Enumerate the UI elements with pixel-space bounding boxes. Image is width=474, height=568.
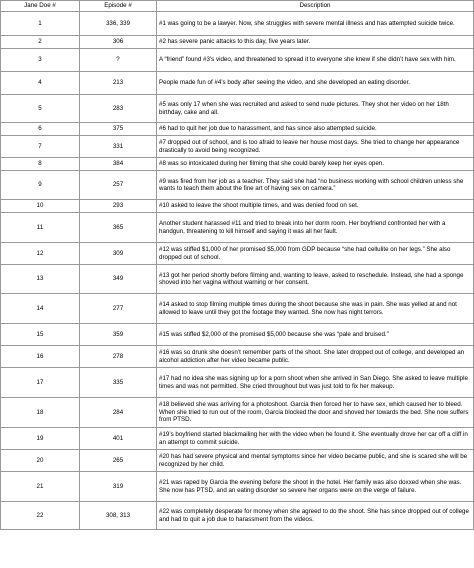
header-description: Description (157, 1, 474, 12)
jane-doe-cell: 11 (1, 213, 80, 243)
description-cell: #5 was only 17 when she was recruited and asked to send nude pictures. They shot her video on her 18th birthday, cake and all. (157, 95, 474, 123)
jane-doe-cell: 19 (1, 428, 80, 450)
jane-doe-cell: 8 (1, 158, 80, 171)
jane-doe-cell: 6 (1, 123, 80, 136)
table-row (1, 136, 474, 158)
table-row (1, 12, 474, 36)
episode-cell: 278 (80, 346, 157, 368)
table-row (1, 398, 474, 428)
header-jane-doe: Jane Doe # (1, 1, 80, 12)
episode-cell: 308, 313 (80, 502, 157, 530)
episode-cell: 277 (80, 294, 157, 324)
description-cell: #1 was going to be a lawyer. Now, she struggles with severe mental illness and has attempted suicide twice. (157, 12, 474, 36)
table-row (1, 95, 474, 123)
jane-doe-cell: 20 (1, 450, 80, 472)
table-row (1, 123, 474, 136)
table-body (1, 12, 474, 530)
episode-cell: 359 (80, 324, 157, 346)
description-cell: #12 was stiffed $1,000 of her promised $5,000 from GDP because “she had cellulite on her legs.” She also dropped out of school. (157, 243, 474, 265)
episode-cell: 335 (80, 368, 157, 398)
episode-cell: 293 (80, 200, 157, 213)
jane-doe-cell: 3 (1, 49, 80, 72)
table-row (1, 502, 474, 530)
description-cell: #6 had to quit her job due to harassment, and has since also attempted suicide. (157, 123, 474, 136)
description-cell: #18 believed she was arriving for a photoshoot. Garcia then forced her to have sex, which caused her to bleed. When she tried to run out of the room, Garcia blocked the door and shoved her towards the bed. She now suffers from PTSD. (157, 398, 474, 428)
jane-doe-cell: 4 (1, 72, 80, 95)
table-row (1, 158, 474, 171)
description-cell: #22 was completely desperate for money when she agreed to do the shoot. She has since dropped out of college and had to quit a job due to harassment from the videos. (157, 502, 474, 530)
episode-cell: 319 (80, 472, 157, 502)
jane-doe-cell: 13 (1, 265, 80, 294)
description-cell: #20 has had severe physical and mental symptoms since her video became public, and she is scared she will be recognized by her child. (157, 450, 474, 472)
table-row (1, 171, 474, 200)
jane-doe-cell: 7 (1, 136, 80, 158)
jane-doe-cell: 14 (1, 294, 80, 324)
table-row (1, 346, 474, 368)
description-cell: #21 was raped by Garcia the evening before the shoot in the hotel. Her family was also doxxed when she was. She now has PTSD, and an eating disorder so severe her organs were on the verge of failure. (157, 472, 474, 502)
table-row (1, 213, 474, 243)
table-row (1, 294, 474, 324)
jane-doe-cell: 5 (1, 95, 80, 123)
jane-doe-cell: 12 (1, 243, 80, 265)
description-cell: #8 was so intoxicated during her filming that she could barely keep her eyes open. (157, 158, 474, 171)
episode-cell: 401 (80, 428, 157, 450)
jane-doe-cell: 10 (1, 200, 80, 213)
episode-cell: 283 (80, 95, 157, 123)
jane-doe-cell: 9 (1, 171, 80, 200)
table-row (1, 368, 474, 398)
description-cell: #19’s boyfriend started blackmailing her with the video when he found it. She eventually drove her car off a cliff in an attempt to commit suicide. (157, 428, 474, 450)
description-cell: #7 dropped out of school, and is too afraid to leave her house most days. She tried to change her appearance drastically to avoid being recognized. (157, 136, 474, 158)
episode-cell: 306 (80, 36, 157, 49)
table-row (1, 265, 474, 294)
description-cell: #9 was fired from her job as a teacher. They said she had “no business working with school children unless she wants to teach them about the fine art of having sex on camera.” (157, 171, 474, 200)
episode-cell: 257 (80, 171, 157, 200)
table-row (1, 324, 474, 346)
table-row (1, 472, 474, 502)
episode-cell: 213 (80, 72, 157, 95)
description-cell: Another student harassed #11 and tried to break into her dorm room. Her boyfriend confronted her with a handgun, threatening to kill himself and saying it was all her fault. (157, 213, 474, 243)
description-cell: People made fun of #4’s body after seeing the video, and she developed an eating disorder. (157, 72, 474, 95)
table-row (1, 450, 474, 472)
description-cell: A “friend” found #3’s video, and threatened to spread it to everyone she knew if she didn’t have sex with him. (157, 49, 474, 72)
episode-cell: 365 (80, 213, 157, 243)
table-row (1, 428, 474, 450)
jane-doe-cell: 2 (1, 36, 80, 49)
header-episode: Episode # (80, 1, 157, 12)
table-row (1, 200, 474, 213)
table-row (1, 36, 474, 49)
jane-doe-cell: 18 (1, 398, 80, 428)
jane-doe-cell: 15 (1, 324, 80, 346)
episode-cell: 375 (80, 123, 157, 136)
episode-cell: 336, 339 (80, 12, 157, 36)
episode-cell: 309 (80, 243, 157, 265)
jane-doe-cell: 16 (1, 346, 80, 368)
table-row (1, 243, 474, 265)
description-cell: #16 was so drunk she doesn’t remember parts of the shoot. She later dropped out of college, and developed an alcohol addiction after her video became public. (157, 346, 474, 368)
description-cell: #17 had no idea she was signing up for a porn shoot when she arrived in San Diego. She asked to leave multiple times and was not permitted. She cried throughout but was just told to fix her makeup. (157, 368, 474, 398)
jane-doe-cell: 17 (1, 368, 80, 398)
description-cell: #15 was stiffed $2,000 of the promised $5,000 because she was “pale and bruised.” (157, 324, 474, 346)
description-cell: #13 got her period shortly before filming and, wanting to leave, asked to reschedule. Instead, she had a sponge shoved into her vagina without warning or her consent. (157, 265, 474, 294)
episode-cell: 349 (80, 265, 157, 294)
description-cell: #2 has severe panic attacks to this day, five years later. (157, 36, 474, 49)
episode-cell: 265 (80, 450, 157, 472)
jane-doe-cell: 21 (1, 472, 80, 502)
description-cell: #10 asked to leave the shoot multiple times, and was denied food on set. (157, 200, 474, 213)
jane-doe-cell: 1 (1, 12, 80, 36)
episode-cell: ? (80, 49, 157, 72)
jane-doe-cell: 22 (1, 502, 80, 530)
table-row (1, 49, 474, 72)
table-row (1, 72, 474, 95)
description-cell: #14 asked to stop filming multiple times during the shoot because she was in pain. She was yelled at and not allowed to leave until they got the footage they wanted. She now has night terrors. (157, 294, 474, 324)
episode-cell: 384 (80, 158, 157, 171)
header-row (1, 1, 474, 12)
episode-cell: 331 (80, 136, 157, 158)
episode-cell: 284 (80, 398, 157, 428)
